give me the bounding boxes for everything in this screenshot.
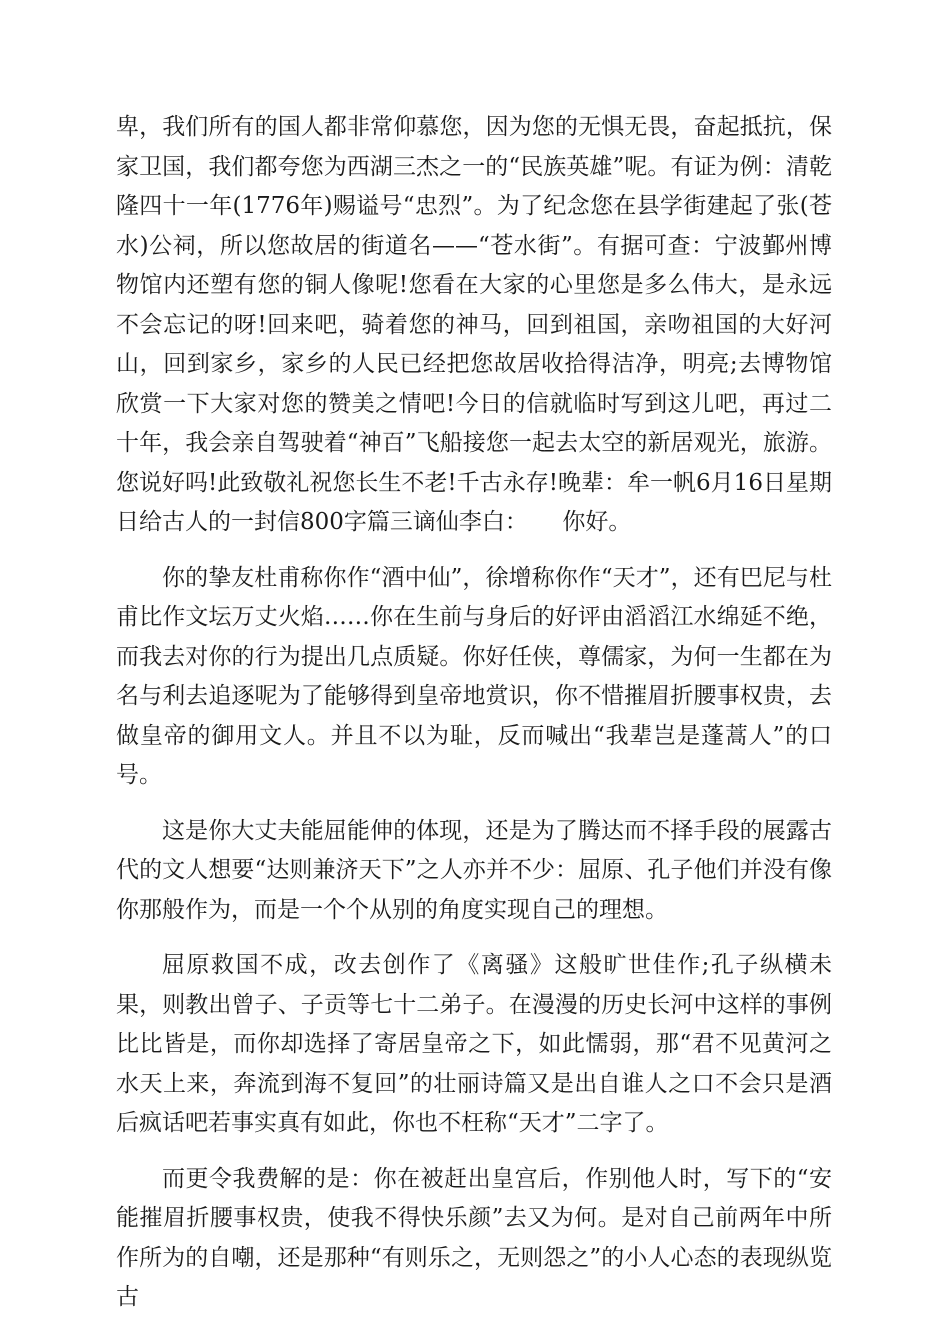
document-body [116,108,832,1334]
paragraph-1: 卑，我们所有的国人都非常仰慕您，因为您的无惧无畏，奋起抵抗，保家卫国，我们都夸您为西湖三杰之一的“民族英雄”呢。有证为例：清乾隆四十一年(1776年)赐谥号“忠烈”。为了纪念您在县学街建起了张(苍水)公祠，所以您故居的街道名——“苍水街”。有据可查：宁波鄞州博物馆内还塑有您的铜人像呢!您看在大家的心里您是多么伟大，是永远不会忘记的呀!回来吧，骑着您的神马，回到祖国，亲吻祖国的大好河山，回到家乡，家乡的人民已经把您故居收拾得洁净，明亮;去博物馆欣赏一下大家对您的赞美之情吧!今日的信就临时写到这儿吧，再过二十年，我会亲自驾驶着“神百”飞船接您一起去太空的新居观光，旅游。您说好吗!此致敬礼祝您长生不老!千古永存!晚辈：牟一帆6月16日星期日给古人的一封信800字篇三谪仙李白： 你好。 [116,114,832,535]
paragraph-5: 而更令我费解的是：你在被赶出皇宫后，作别他人时，写下的“安能摧眉折腰事权贵，使我不得快乐颜”去又为何。是对自己前两年中所作所为的自嘲，还是那种“有则乐之，无则怨之”的小人心态的表现纵览古 [116,1165,832,1310]
paragraph-4: 屈原救国不成，改去创作了《离骚》这般旷世佳作;孔子纵横未果，则教出曾子、子贡等七十二弟子。在漫漫的历史长河中这样的事例比比皆是，而你却选择了寄居皇帝之下，如此懦弱，那“君不见黄河之水天上来，奔流到海不复回”的壮丽诗篇又是出自谁人之口不会只是酒后疯话吧若事实真有如此，你也不枉称“天才”二字了。 [116,952,832,1136]
paragraph-3: 这是你大丈夫能屈能伸的体现，还是为了腾达而不择手段的展露古代的文人想要“达则兼济天下”之人亦并不少：屈原、孔子他们并没有像你那般作为，而是一个个从别的角度实现自己的理想。 [116,817,832,923]
paragraph-2: 你的挚友杜甫称你作“酒中仙”，徐增称你作“天才”，还有巴尼与杜甫比作文坛万丈火焰……你在生前与身后的好评由滔滔江水绵延不绝，而我去对你的行为提出几点质疑。你好任侠，尊儒家，为何一生都在为名与利去追逐呢为了能够得到皇帝地赏识，你不惜摧眉折腰事权贵，去做皇帝的御用文人。并且不以为耻，反而喊出“我辈岂是蓬蒿人”的口号。 [116,564,832,788]
